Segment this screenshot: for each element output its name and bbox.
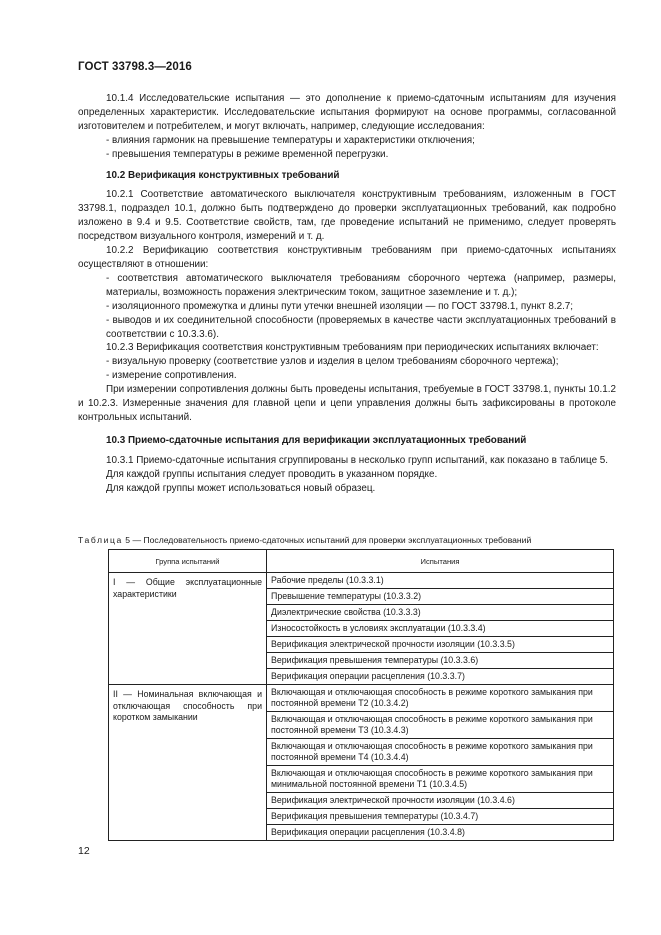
paragraph-resistance: При измерении сопротивления должны быть проведены испытания, требуемые в ГОСТ 33798.1, пункты 10.1.2 и 10.2.3. Измеренные значения для главной цепи и цепи управления должны быть зафиксированы в протоколе контрольных испытаний. (78, 384, 616, 423)
paragraph-10-3-1: 10.3.1 Приемо-сдаточные испытания сгруппированы в несколько групп испытаний, как показано в таблице 5. (106, 454, 609, 466)
test-item: Износостойкость в условиях эксплуатации (10.3.3.4) (267, 621, 613, 637)
list-item: - влияния гармоник на превышение температуры и характеристики отключения; (78, 134, 616, 148)
group-cell: II — Номинальная включающая и отключающая способность при коротком замыкании (109, 685, 267, 841)
paragraph-order: Для каждой группы испытания следует проводить в указанном порядке. (106, 468, 438, 480)
paragraph-10-2-1: 10.2.1 Соответствие автоматического выключателя конструктивным требованиям, изложенным в ГОСТ 33798.1, подраздел 10.1, должно быть подтверждено до проверки эксплуатационных требований, как подробно изложено в 9.4 и 9.5. Соответствие свойств, там, где проведение испытаний не применимо, следует проверять посредством визуального контроля, измерений и т. д. (78, 189, 616, 243)
test-item: Верификация превышения температуры (10.3.3.6) (267, 653, 613, 669)
table-caption-prefix: Таблица (78, 535, 123, 545)
list-item: - превышения температуры в режиме временной перегрузки. (78, 148, 616, 162)
paragraph-10-2-2: 10.2.2 Верификацию соответствия конструктивным требованиям при приемо-сдаточных испытаниях осуществляют в отношении: (78, 245, 616, 270)
test-item: Рабочие пределы (10.3.3.1) (267, 573, 613, 589)
test-item: Верификация операции расцепления (10.3.3.7) (271, 671, 465, 681)
list-item: - выводов и их соединительной способности (проверяемых в качестве части эксплуатационных требований в соответствии с 10.3.3.6). (78, 314, 616, 342)
group-cell: I — Общие эксплуатационные характеристики (109, 573, 267, 685)
test-item: Верификация электрической прочности изоляции (10.3.4.6) (267, 793, 613, 809)
test-item: Верификация операции расцепления (10.3.4.8) (271, 827, 465, 837)
list-item: - измерение сопротивления. (78, 369, 616, 383)
test-item: Верификация превышения температуры (10.3.4.7) (267, 809, 613, 825)
test-sequence-table (108, 549, 614, 841)
paragraph-10-1-4: 10.1.4 Исследовательские испытания — это дополнение к приемо-сдаточным испытаниям для изучения определенных характеристик. Исследовательские испытания формируют на основе программы, согласованной изготовителем и потребителем, и могут включать, например, следующие исследования: (78, 93, 616, 132)
test-item: Превышение температуры (10.3.3.2) (267, 589, 613, 605)
list-item: - визуальную проверку (соответствие узлов и изделия в целом требованиям сборочного чертежа); (78, 355, 616, 369)
test-item: Диэлектрические свойства (10.3.3.3) (267, 605, 613, 621)
table-row (109, 573, 614, 685)
paragraph-sample: Для каждой группы может использоваться новый образец. (106, 482, 376, 494)
test-item: Включающая и отключающая способность в режиме короткого замыкания при минимальной постоянной времени T1 (10.3.4.5) (267, 766, 613, 793)
section-heading-10-2: 10.2 Верификация конструктивных требований (106, 169, 340, 181)
table-caption (78, 535, 638, 545)
section-heading-10-3: 10.3 Приемо-сдаточные испытания для верификации эксплуатационных требований (106, 434, 527, 446)
paragraph-10-2-3: 10.2.3 Верификация соответствия конструктивным требованиям при периодических испытаниях включает: (106, 342, 599, 354)
column-header-group: Группа испытаний (109, 550, 267, 573)
column-header-tests: Испытания (267, 550, 614, 573)
list-item: - изоляционного промежутка и длины пути утечки внешней изоляции — по ГОСТ 33798.1, пункт 8.2.7; (78, 300, 616, 314)
document-header: ГОСТ 33798.3—2016 (78, 61, 192, 73)
list-item: - соответствия автоматического выключателя требованиям сборочного чертежа (например, размеры, материалы, возможность поражения электрическим током, защитное заземление и т. д.); (78, 272, 616, 300)
page-number: 12 (78, 845, 90, 857)
tests-cell (267, 685, 614, 841)
table-caption-text: 5 — Последовательность приемо-сдаточных испытаний для проверки эксплуатационных требований (122, 535, 532, 545)
body-text (78, 92, 616, 495)
test-item: Включающая и отключающая способность в режиме короткого замыкания при постоянной времени T4 (10.3.4.4) (267, 739, 613, 766)
test-item: Включающая и отключающая способность в режиме короткого замыкания при постоянной времени T2 (10.3.4.2) (267, 685, 613, 712)
test-item: Верификация электрической прочности изоляции (10.3.3.5) (267, 637, 613, 653)
tests-cell (267, 573, 614, 685)
table-header-row (109, 550, 614, 573)
test-item: Включающая и отключающая способность в режиме короткого замыкания при постоянной времени T3 (10.3.4.3) (267, 712, 613, 739)
table-row (109, 685, 614, 841)
